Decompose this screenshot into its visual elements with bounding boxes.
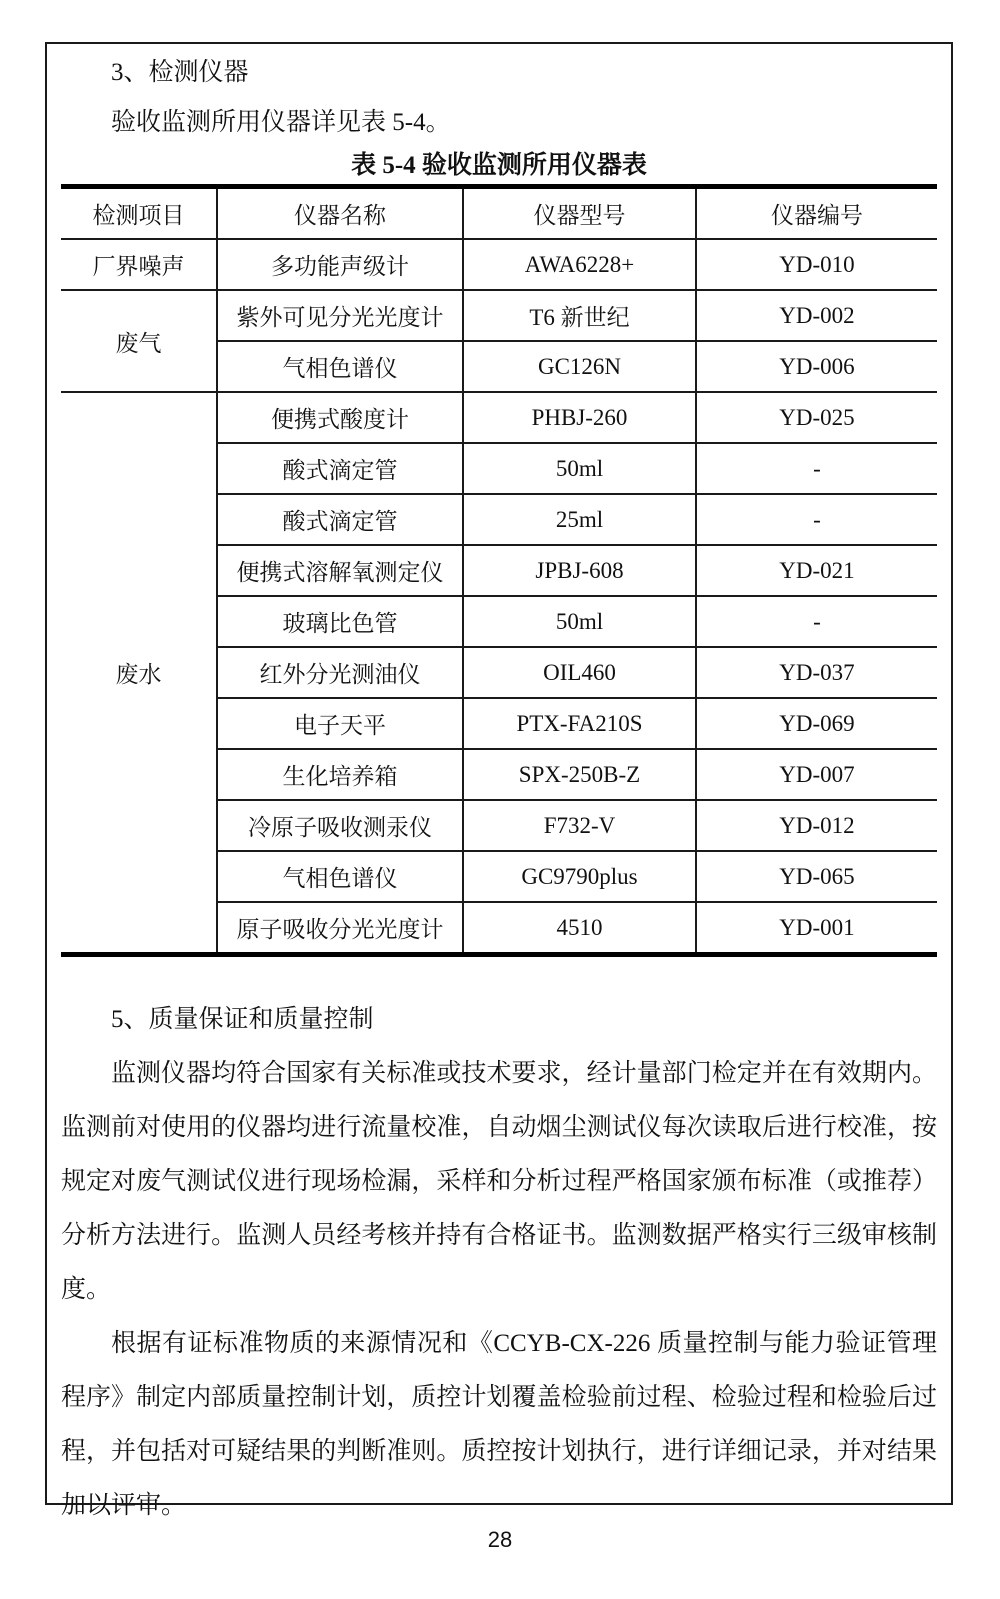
table-cell: YD-021 [696, 545, 937, 596]
table-cell: 电子天平 [217, 698, 463, 749]
table-cell: 便携式酸度计 [217, 392, 463, 443]
instruments-table [61, 184, 937, 957]
table-cell: 4510 [463, 902, 696, 955]
section5-heading: 5、质量保证和质量控制 [111, 1006, 374, 1033]
table-cell: GC126N [463, 341, 696, 392]
page-number: 28 [487, 1527, 513, 1552]
table-cell: PHBJ-260 [463, 392, 696, 443]
table-header-row [61, 187, 937, 240]
table-cell: YD-002 [696, 290, 937, 341]
section3-intro-text: 验收监测所用仪器详见表 5-4。 [111, 109, 451, 136]
table-cell: 红外分光测油仪 [217, 647, 463, 698]
table-cell: YD-006 [696, 341, 937, 392]
table-cell: YD-065 [696, 851, 937, 902]
table-cell: 多功能声级计 [217, 239, 463, 290]
column-header: 检测项目 [61, 187, 217, 240]
table-cell: 便携式溶解氧测定仪 [217, 545, 463, 596]
table-cell: YD-010 [696, 239, 937, 290]
table-row [61, 290, 937, 341]
table-cell: 酸式滴定管 [217, 494, 463, 545]
test-item-cell: 废水 [61, 392, 217, 955]
paragraph: 根据有证标准物质的来源情况和《CCYB-CX-226 质量控制与能力验证管理程序》制定内部质量控制计划，质控计划覆盖检验前过程、检验过程和检验后过程，并包括对可疑结果的判断准则。质控按计划执行，进行详细记录，并对结果加以评审。 [61, 1330, 937, 1519]
table-cell: JPBJ-608 [463, 545, 696, 596]
table-cell: 50ml [463, 443, 696, 494]
table-cell: 25ml [463, 494, 696, 545]
table-row [61, 392, 937, 443]
table-cell: - [696, 596, 937, 647]
table-cell: SPX-250B-Z [463, 749, 696, 800]
table-cell: 生化培养箱 [217, 749, 463, 800]
table-cell: - [696, 494, 937, 545]
table-cell: YD-037 [696, 647, 937, 698]
page-content [47, 48, 951, 1533]
column-header: 仪器型号 [463, 187, 696, 240]
table-cell: YD-025 [696, 392, 937, 443]
section3-heading: 3、检测仪器 [111, 59, 249, 86]
table-cell: - [696, 443, 937, 494]
table-cell: 原子吸收分光光度计 [217, 902, 463, 955]
table-cell: YD-069 [696, 698, 937, 749]
table-cell: 气相色谱仪 [217, 341, 463, 392]
table-cell: 玻璃比色管 [217, 596, 463, 647]
table-cell: AWA6228+ [463, 239, 696, 290]
table-cell: 紫外可见分光光度计 [217, 290, 463, 341]
table-cell: YD-001 [696, 902, 937, 955]
table-cell: T6 新世纪 [463, 290, 696, 341]
table-title: 表 5-4 验收监测所用仪器表 [351, 152, 647, 179]
paragraph: 监测仪器均符合国家有关标准或技术要求，经计量部门检定并在有效期内。监测前对使用的仪器均进行流量校准，自动烟尘测试仪每次读取后进行校准，按规定对废气测试仪进行现场检漏，采样和分析过程严格国家颁布标准（或推荐）分析方法进行。监测人员经考核并持有合格证书。监测数据严格实行三级审核制度。 [61, 1060, 937, 1303]
test-item-cell: 厂界噪声 [61, 239, 217, 290]
section5-paragraphs [61, 1047, 937, 1533]
table-cell: 气相色谱仪 [217, 851, 463, 902]
table-cell: 冷原子吸收测汞仪 [217, 800, 463, 851]
table-cell: 酸式滴定管 [217, 443, 463, 494]
table-row [61, 239, 937, 290]
table-cell: YD-007 [696, 749, 937, 800]
table-cell: OIL460 [463, 647, 696, 698]
column-header: 仪器名称 [217, 187, 463, 240]
table-cell: F732-V [463, 800, 696, 851]
table-cell: 50ml [463, 596, 696, 647]
column-header: 仪器编号 [696, 187, 937, 240]
table-cell: YD-012 [696, 800, 937, 851]
table-cell: GC9790plus [463, 851, 696, 902]
table-cell: PTX-FA210S [463, 698, 696, 749]
page-border [45, 42, 953, 1519]
test-item-cell: 废气 [61, 290, 217, 392]
